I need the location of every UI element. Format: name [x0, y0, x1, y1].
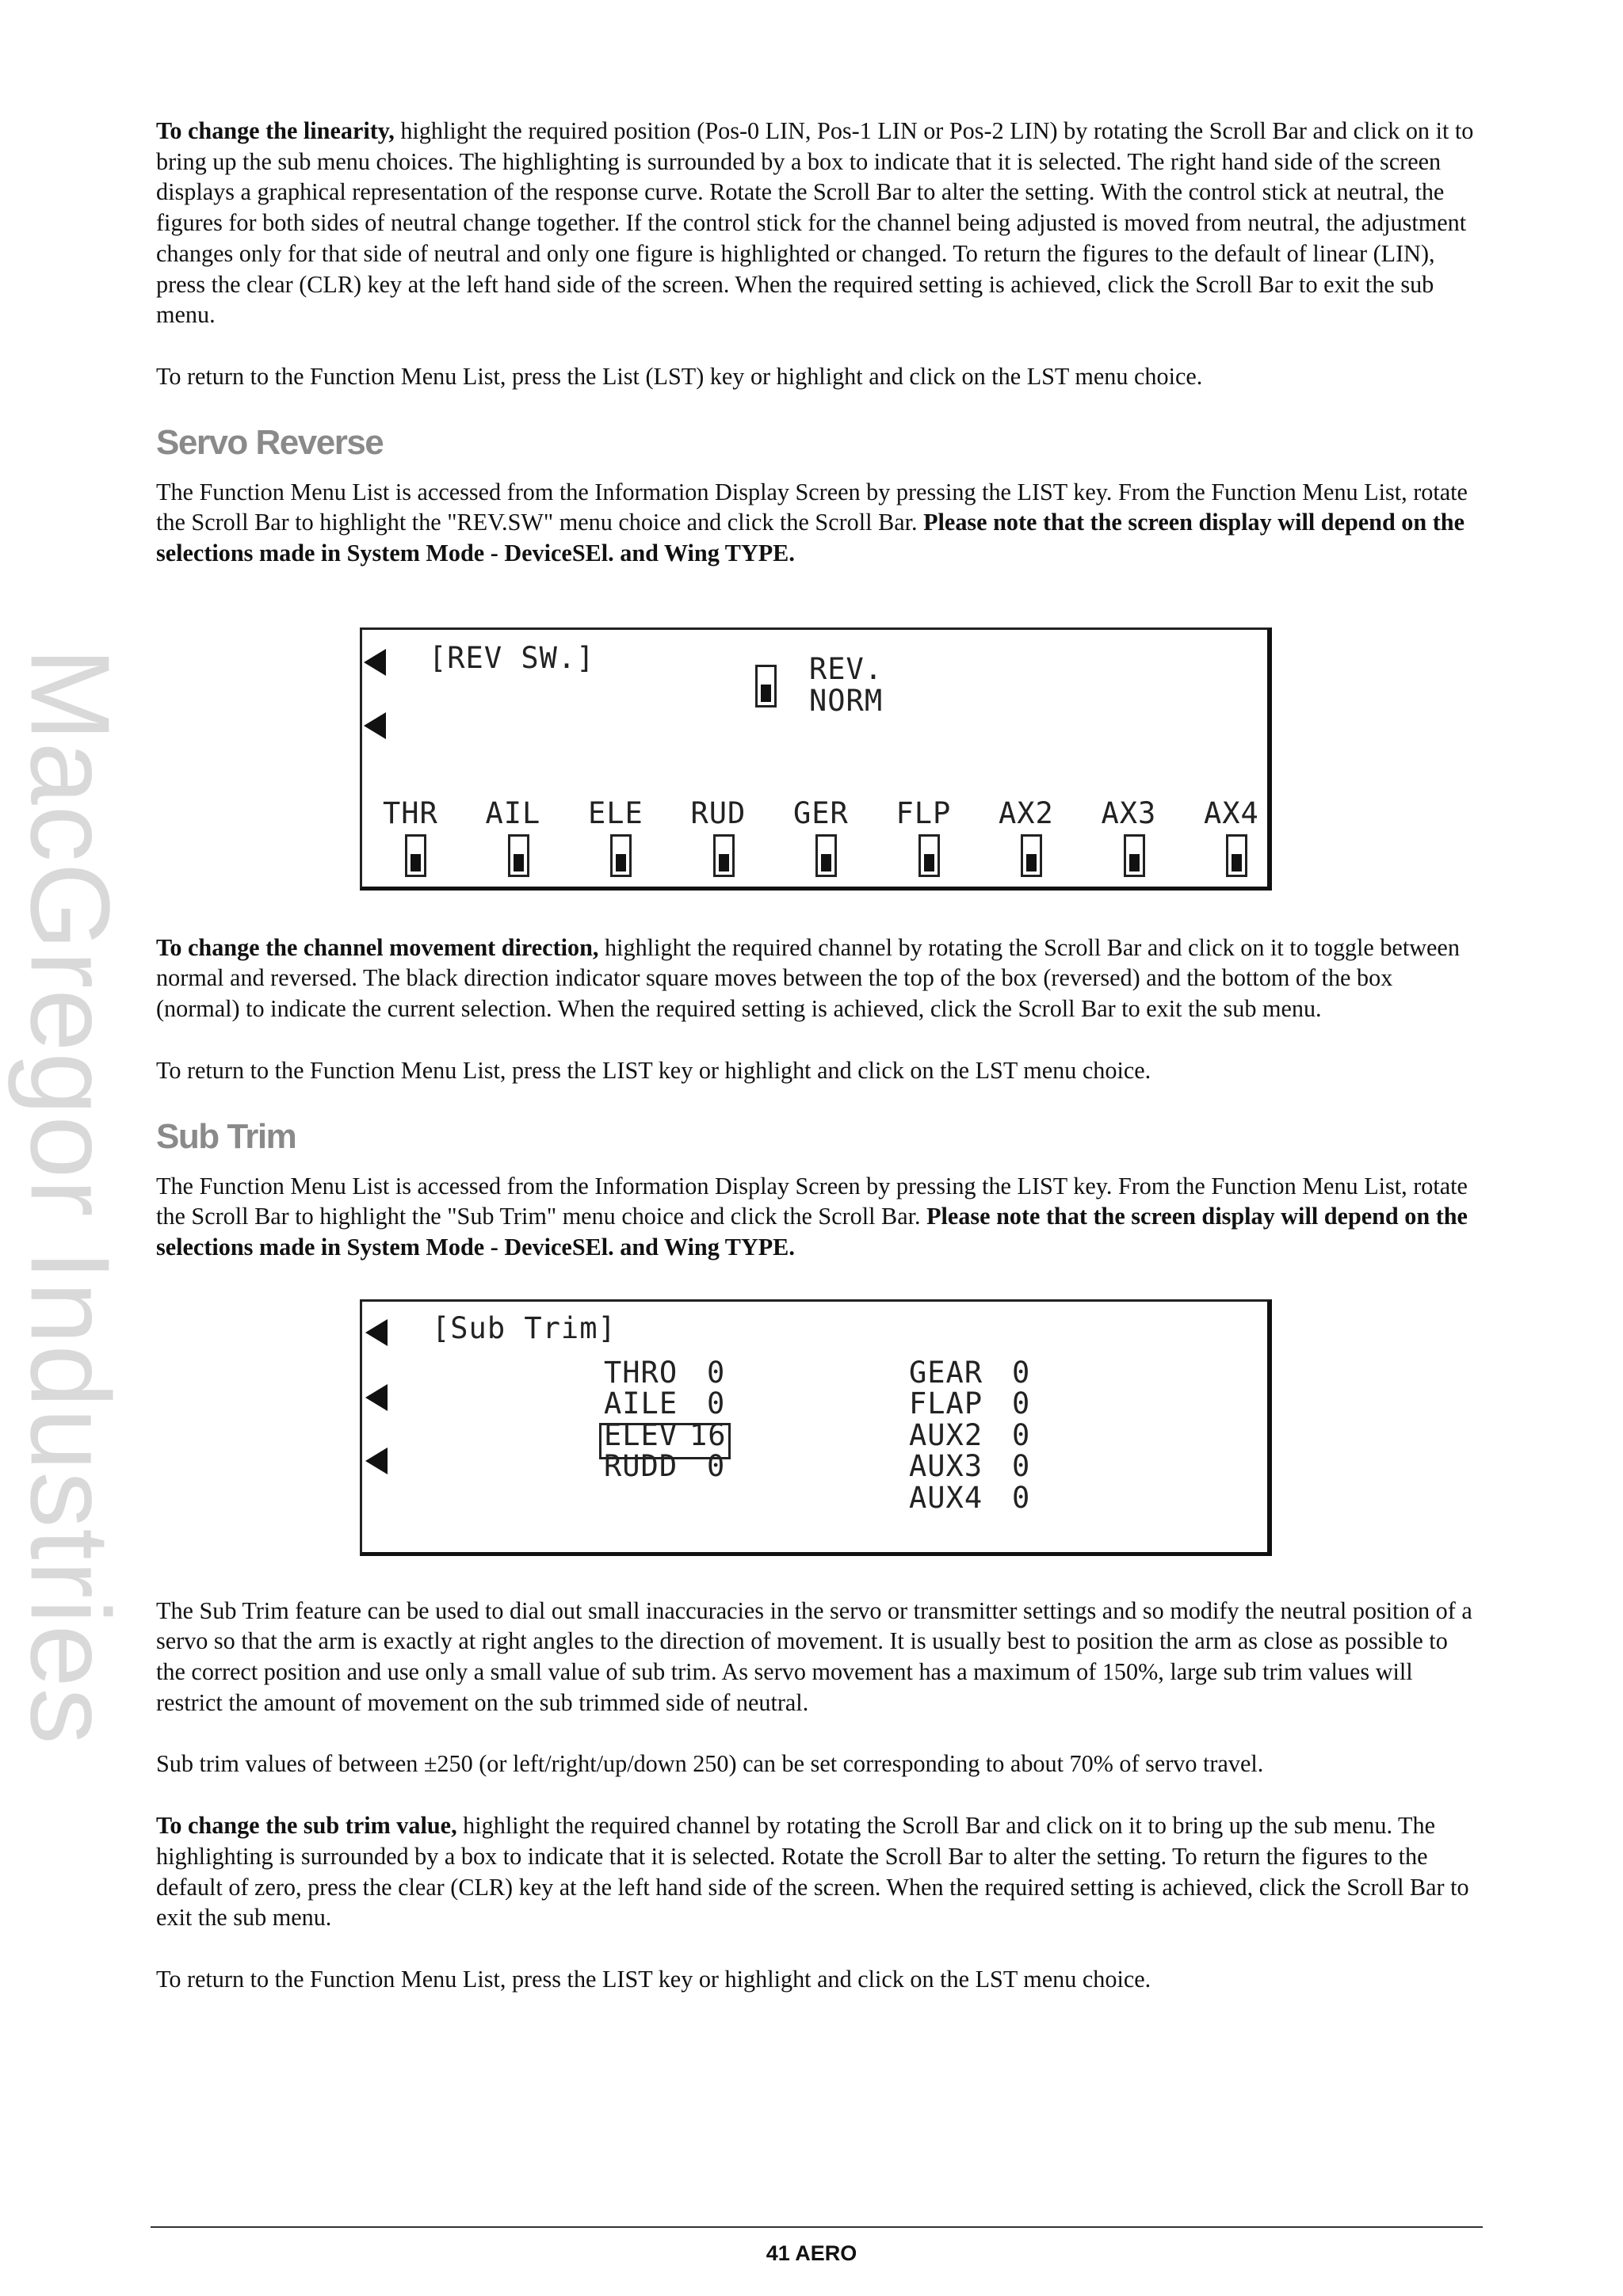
trim-channel-name: AUX2: [909, 1417, 983, 1452]
channel-label: AX2: [999, 795, 1054, 830]
trim-channel-name: AILE: [604, 1386, 678, 1421]
legend-switch-box: [755, 665, 777, 707]
channel-label: AIL: [485, 795, 541, 830]
direction-indicator: [1026, 854, 1037, 871]
channel-label: AX4: [1204, 795, 1259, 830]
channel-switch[interactable]: [1226, 834, 1247, 877]
left-arrow-icon: [364, 649, 386, 676]
trim-channel-name: FLAP: [909, 1386, 983, 1421]
left-arrow-icon: [365, 1384, 388, 1411]
direction-indicator: [924, 854, 934, 871]
channel-switch[interactable]: [1124, 834, 1145, 877]
linearity-paragraph: [156, 116, 1481, 330]
direction-lead: To change the channel movement direction,: [156, 933, 599, 961]
sub-trim-change-text: highlight the required channel by rotating the Scroll Bar and click on it to bring up the sub menu. The highlighting is surrounded by a box to indicate that it is selected. Rotate the Scroll Bar to alter the setting. To return the figures to the default of zero, press the clear (CLR) key at the left hand side of the screen. When the required setting is achieved, click the Scroll Bar to exit the sub menu.: [156, 1812, 1469, 1932]
sub-trim-intro: [156, 1171, 1481, 1263]
trim-channel-value[interactable]: 0: [1012, 1386, 1031, 1421]
rev-sw-lcd-screen: [360, 627, 1272, 891]
trim-channel-value[interactable]: 0: [1012, 1355, 1031, 1390]
linearity-text: highlight the required position (Pos-0 LIN, Pos-1 LIN or Pos-2 LIN) by rotating the Scroll Bar and click on it to bring up the sub menu choices. The highlighting is surrounded by a box to indicate that it is selected. The right hand side of the screen displays a graphical representation of the response curve. Rotate the Scroll Bar to alter the setting. With the control stick at neutral, the figures for both sides of neutral change together. If the control stick for the channel being adjusted is moved from neutral, the adjustment changes only for that side of neutral and only one figure is highlighted or changed. To return the figures to the default of linear (LIN), press the clear (CLR) key at the left hand side of the screen. When the required setting is achieved, click the Scroll Bar to exit the sub menu.: [156, 117, 1474, 329]
sub-trim-change-paragraph: [156, 1810, 1481, 1933]
sub-trim-range: Sub trim values of between ±250 (or left/right/up/down 250) can be set corresponding to about 70% of servo travel.: [156, 1750, 1264, 1778]
trim-channel-value[interactable]: 0: [707, 1386, 726, 1421]
direction-indicator: [719, 854, 729, 871]
channel-label: ELE: [588, 795, 643, 830]
rev-sw-title: [REV SW.]: [429, 640, 595, 675]
legend-norm-label: NORM: [809, 683, 884, 718]
return-paragraph-3: To return to the Function Menu List, press the LIST key or highlight and click on the LST menu choice.: [156, 1965, 1151, 1993]
channel-switch[interactable]: [508, 834, 529, 877]
direction-text: highlight the required channel by rotating the Scroll Bar and click on it to toggle between normal and reversed. The black direction indicator square moves between the top of the box (reversed) and the bottom of the box (normal) to indicate the current selection. When the required setting is achieved, click the Scroll Bar to exit the sub menu.: [156, 933, 1460, 1023]
channel-switch[interactable]: [610, 834, 632, 877]
channel-switch[interactable]: [918, 834, 940, 877]
trim-channel-value[interactable]: 0: [1012, 1480, 1031, 1515]
left-arrow-icon: [365, 1447, 388, 1474]
servo-reverse-heading: Servo Reverse: [156, 422, 384, 462]
trim-channel-name: ELEV: [604, 1417, 678, 1452]
trim-channel-value[interactable]: 0: [1012, 1417, 1031, 1452]
channel-label: AX3: [1101, 795, 1157, 830]
trim-channel-value[interactable]: 0: [707, 1449, 726, 1484]
sub-trim-description: The Sub Trim feature can be used to dial out small inaccuracies in the servo or transmitter settings and so modify the neutral position of a servo so that the arm is exactly at right angles to the direction of movement. It is usually best to position the arm as close as possible to the correct position and use only a small value of sub trim. As servo movement has a maximum of 150%, large sub trim values will restrict the amount of movement on the sub trimmed side of neutral.: [156, 1596, 1472, 1716]
direction-indicator: [1129, 854, 1140, 871]
sub-trim-title: [Sub Trim]: [432, 1310, 617, 1345]
return-paragraph-1: To return to the Function Menu List, press the List (LST) key or highlight and click on the LST menu choice.: [156, 362, 1203, 390]
trim-channel-name: GEAR: [909, 1355, 983, 1390]
trim-channel-name: RUDD: [604, 1449, 678, 1484]
sub-trim-change-lead: To change the sub trim value,: [156, 1812, 457, 1840]
legend-rev-label: REV.: [809, 651, 884, 686]
channel-label: FLP: [896, 795, 952, 830]
trim-channel-value[interactable]: 0: [1012, 1449, 1031, 1484]
direction-indicator: [821, 854, 831, 871]
trim-channel-value[interactable]: 0: [707, 1355, 726, 1390]
channel-switch[interactable]: [815, 834, 837, 877]
left-arrow-icon: [364, 712, 386, 739]
channel-label: RUD: [690, 795, 747, 830]
left-arrow-icon: [365, 1319, 388, 1346]
watermark-text: MacGregor Industries: [7, 647, 134, 1745]
sub-trim-lcd-screen: [360, 1299, 1272, 1556]
channel-switch[interactable]: [1021, 834, 1042, 877]
channel-switch[interactable]: [405, 834, 426, 877]
channel-switch[interactable]: [713, 834, 735, 877]
direction-paragraph: [156, 933, 1481, 1024]
page-number: 41 AERO: [766, 2241, 857, 2265]
content: [156, 116, 1481, 2026]
direction-indicator: [761, 685, 771, 702]
direction-indicator: [1232, 854, 1242, 871]
footer-divider: [151, 2226, 1483, 2228]
servo-reverse-intro-text: The Function Menu List is accessed from the Information Display Screen by pressing the LIST key. From the Function Menu List, rotate the Scroll Bar to highlight the "REV.SW" menu choice and click the Scroll Bar.: [156, 478, 1468, 536]
sub-trim-note: Please note that the screen display will depend on the selections made in System Mode - DeviceSEl. and Wing TYPE.: [156, 1203, 1468, 1261]
direction-indicator: [514, 854, 524, 871]
trim-channel-value[interactable]: 16: [689, 1417, 727, 1452]
direction-indicator: [411, 854, 421, 871]
sub-trim-heading: Sub Trim: [156, 1116, 296, 1156]
sub-trim-intro-text: The Function Menu List is accessed from the Information Display Screen by pressing the LIST key. From the Function Menu List, rotate the Scroll Bar to highlight the "Sub Trim" menu choice and click the Scroll Bar.: [156, 1172, 1468, 1230]
servo-reverse-intro: [156, 477, 1481, 569]
return-paragraph-2: To return to the Function Menu List, press the LIST key or highlight and click on the LST menu choice.: [156, 1056, 1151, 1084]
linearity-lead: To change the linearity,: [156, 117, 395, 144]
trim-channel-name: AUX3: [909, 1449, 983, 1484]
servo-reverse-note: Please note that the screen display will depend on the selections made in System Mode - DeviceSEl. and Wing TYPE.: [156, 509, 1465, 567]
channel-label: THR: [383, 795, 438, 830]
watermark: [6, 647, 134, 1745]
trim-channel-name: THRO: [604, 1355, 678, 1390]
direction-indicator: [616, 854, 626, 871]
channel-label: GER: [793, 795, 849, 830]
trim-channel-name: AUX4: [909, 1480, 983, 1515]
